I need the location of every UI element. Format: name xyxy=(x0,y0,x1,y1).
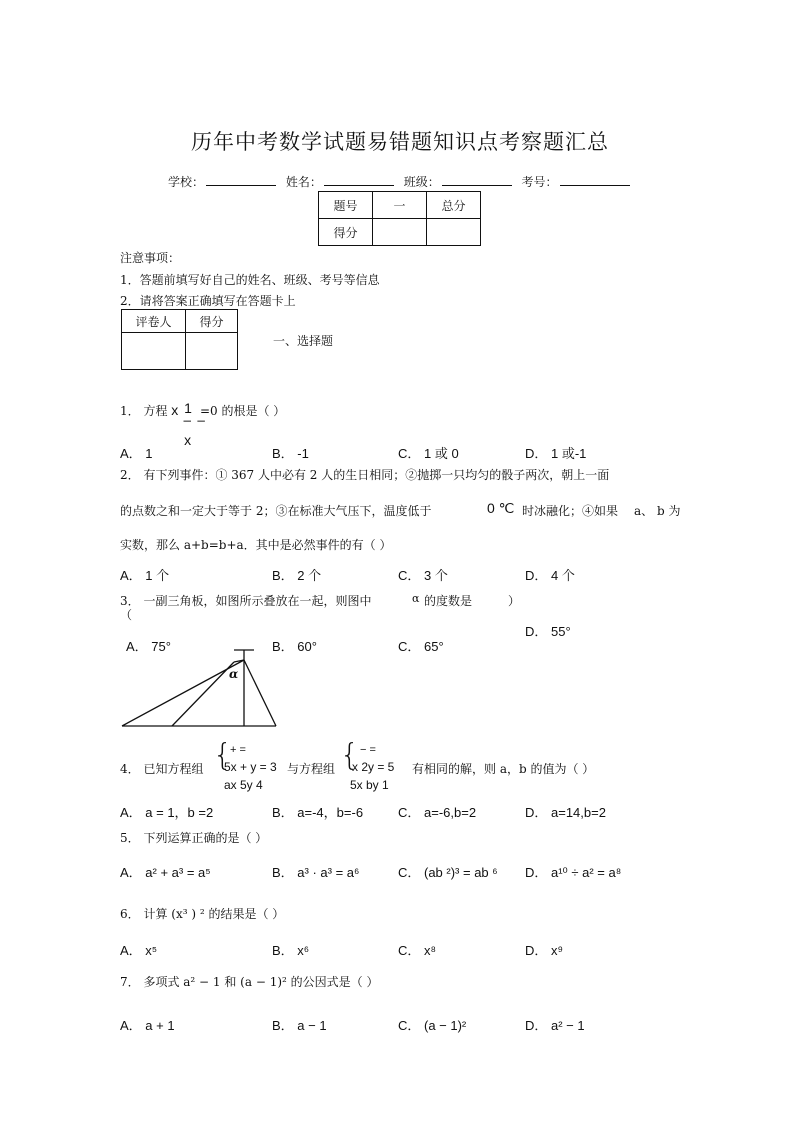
option-d[interactable]: D． a=14,b=2 xyxy=(525,805,606,820)
school-blank[interactable] xyxy=(206,173,276,186)
option-b[interactable]: B． a − 1 xyxy=(272,1018,327,1033)
grader-score-header: 得分 xyxy=(186,310,238,333)
question-4-prefix: 4． 已知方程组 xyxy=(120,762,204,776)
name-blank[interactable] xyxy=(324,173,394,186)
question-1-var: x xyxy=(171,402,179,418)
question-5: 5． 下列运算正确的是（ ） xyxy=(120,831,268,845)
question-2-line-3: 实数，那么 a+b=b+a．其中是必然事件的有（ ） xyxy=(120,538,392,552)
system-brace: { xyxy=(340,738,360,773)
page-title: 历年中考数学试题易错题知识点考察题汇总 xyxy=(191,130,609,154)
question-7: 7． 多项式 a² − 1 和 (a − 1)² 的公因式是（ ） xyxy=(120,975,379,989)
question-4-suffix: 有相同的解，则 a，b 的值为（ ） xyxy=(412,762,595,776)
option-d[interactable]: D． x⁹ xyxy=(525,943,564,958)
question-3-line-1c: ） xyxy=(508,594,521,608)
triangle-figure xyxy=(118,646,288,732)
option-c[interactable]: C． (ab ²)³ = ab ⁶ xyxy=(398,865,498,880)
grader-table xyxy=(121,309,238,370)
fraction-numerator: 1 xyxy=(184,400,192,416)
option-c[interactable]: C． 3 个 xyxy=(398,568,448,583)
question-1-prefix: 1． 方程 xyxy=(120,404,168,418)
name-label: 姓名： xyxy=(285,175,322,189)
figure-right-side xyxy=(244,660,276,726)
exam-no-blank[interactable] xyxy=(560,173,630,186)
note-item: 2．请将答案正确填写在答题卡上 xyxy=(120,294,296,308)
option-a[interactable]: A． 1 xyxy=(120,446,153,461)
option-d[interactable]: D． a² − 1 xyxy=(525,1018,585,1033)
section-title: 一、选择题 xyxy=(273,334,334,348)
option-d[interactable]: D． 1 或-1 xyxy=(525,446,587,461)
option-a[interactable]: A． 75° xyxy=(126,639,171,654)
grader-header: 评卷人 xyxy=(122,310,186,333)
option-b[interactable]: B． a=-4，b=-6 xyxy=(272,805,364,820)
question-1-suffix: =0 的根是（ ） xyxy=(199,404,286,418)
question-4-mid: 与方程组 xyxy=(287,762,336,776)
option-c[interactable]: C． x⁸ xyxy=(398,943,436,958)
figure-alpha-label: α xyxy=(229,667,239,681)
option-d[interactable]: D． a¹⁰ ÷ a² = a⁸ xyxy=(525,865,622,880)
score-table xyxy=(318,191,481,246)
option-a[interactable]: A． a² + a³ = a⁵ xyxy=(120,865,211,880)
score-cell-total[interactable] xyxy=(427,219,481,246)
question-6: 6． 计算 (x³ ) ² 的结果是（ ） xyxy=(120,907,285,921)
class-blank[interactable] xyxy=(442,173,512,186)
question-2-line-2a: 的点数之和一定大于等于 2；③在标准大气压下，温度低于 xyxy=(120,504,432,518)
option-c[interactable]: C． (a − 1)² xyxy=(398,1018,467,1033)
grader-score-cell[interactable] xyxy=(186,333,238,370)
system-2-bottom: 5x by 1 xyxy=(350,778,389,792)
option-a[interactable]: A． a + 1 xyxy=(120,1018,175,1033)
note-item: 1．答题前填写好自己的姓名、班级、考号等信息 xyxy=(120,273,380,287)
score-header-question: 题号 xyxy=(319,192,373,219)
option-b[interactable]: B． a³ · a³ = a⁶ xyxy=(272,865,360,880)
option-b[interactable]: B． x⁶ xyxy=(272,943,310,958)
school-label: 学校： xyxy=(168,175,205,189)
question-2-temperature: 0 ℃ xyxy=(487,500,515,516)
exam-no-label: 考号： xyxy=(521,175,558,189)
option-a[interactable]: A． 1 个 xyxy=(120,568,170,583)
option-c[interactable]: C． 1 或 0 xyxy=(398,446,459,461)
score-row-label: 得分 xyxy=(319,219,373,246)
question-3-paren: （ xyxy=(120,608,133,622)
system-1-top: 5x + y = 3 xyxy=(224,760,277,774)
class-label: 班级： xyxy=(403,175,440,189)
system-1-signs: + = xyxy=(230,744,246,756)
question-2-line-1: 2． 有下列事件：① 367 人中必有 2 人的生日相同；②抛掷一只均匀的骰子两次，朝上一面 xyxy=(120,468,610,482)
option-b[interactable]: B． 60° xyxy=(272,639,317,654)
score-header-section-1: 一 xyxy=(373,192,427,219)
system-2-top: x 2y = 5 xyxy=(352,760,395,774)
fraction-denominator: x xyxy=(184,432,192,448)
question-3-line-1a: 3． 一副三角板，如图所示叠放在一起，则图中 xyxy=(120,594,372,608)
option-d[interactable]: D． 55° xyxy=(525,624,571,639)
score-header-total: 总分 xyxy=(427,192,481,219)
option-b[interactable]: B． -1 xyxy=(272,446,309,461)
student-info-line xyxy=(168,173,636,190)
option-d[interactable]: D． 4 个 xyxy=(525,568,575,583)
option-c[interactable]: C． a=-6,b=2 xyxy=(398,805,477,820)
system-1-bottom: ax 5y 4 xyxy=(224,778,263,792)
question-2-line-2d: a、 b 为 xyxy=(634,504,681,518)
question-3-line-1b: 的度数是 xyxy=(424,594,473,608)
question-2-line-2c: 时冰融化；④如果 xyxy=(522,504,619,518)
grader-cell[interactable] xyxy=(122,333,186,370)
option-c[interactable]: C． 65° xyxy=(398,639,444,654)
option-a[interactable]: A． a = 1，b =2 xyxy=(120,805,214,820)
option-b[interactable]: B． 2 个 xyxy=(272,568,322,583)
question-3-alpha: α xyxy=(412,592,420,605)
notes-heading: 注意事项： xyxy=(120,251,181,265)
option-a[interactable]: A． x⁵ xyxy=(120,943,158,958)
system-brace: { xyxy=(213,738,233,773)
score-cell-section-1[interactable] xyxy=(373,219,427,246)
question-1: 1． 方程 x 1 − − x =0 的根是（ ） xyxy=(120,400,286,448)
system-2-signs: − = xyxy=(360,744,376,756)
